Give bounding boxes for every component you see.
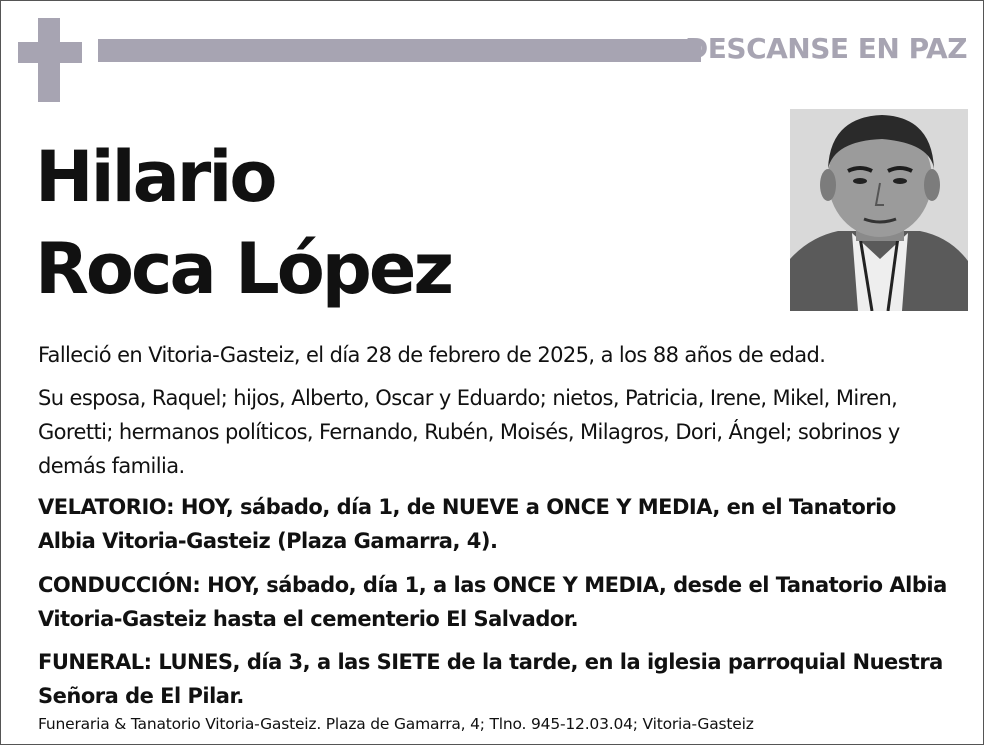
header-label: DESCANSE EN PAZ: [685, 32, 967, 65]
deceased-surname: Roca López: [35, 228, 452, 310]
deceased-first-name: Hilario: [35, 136, 275, 218]
funeral-home-footer: Funeraria & Tanatorio Vitoria-Gasteiz. Plaza de Gamarra, 4; Tlno. 945-12.03.04; Vitoria-Gasteiz: [38, 715, 754, 733]
deceased-name: [35, 131, 451, 315]
procession-text: CONDUCCIÓN: HOY, sábado, día 1, a las ONCE Y MEDIA, desde el Tanatorio Albia Vitoria-Gasteiz hasta el cementerio El Salvador.: [38, 573, 947, 631]
deceased-portrait-photo: [790, 109, 968, 311]
death-notice-text: Falleció en Vitoria-Gasteiz, el día 28 de febrero de 2025, a los 88 años de edad.: [38, 343, 826, 367]
family-text: Su esposa, Raquel; hijos, Alberto, Oscar y Eduardo; nietos, Patricia, Irene, Mikel, Miren, Goretti; hermanos políticos, Fernando, Rubén, Moisés, Milagros, Dori, Ángel; sobrinos y demás familia.: [38, 386, 900, 478]
wake-text: VELATORIO: HOY, sábado, día 1, de NUEVE a ONCE Y MEDIA, en el Tanatorio Albia Vitoria-Gasteiz (Plaza Gamarra, 4).: [38, 495, 896, 553]
cross-icon: [18, 18, 82, 102]
funeral-text: FUNERAL: LUNES, día 3, a las SIETE de la tarde, en la iglesia parroquial Nuestra Señora de El Pilar.: [38, 650, 943, 708]
header-divider-bar: [98, 39, 701, 62]
